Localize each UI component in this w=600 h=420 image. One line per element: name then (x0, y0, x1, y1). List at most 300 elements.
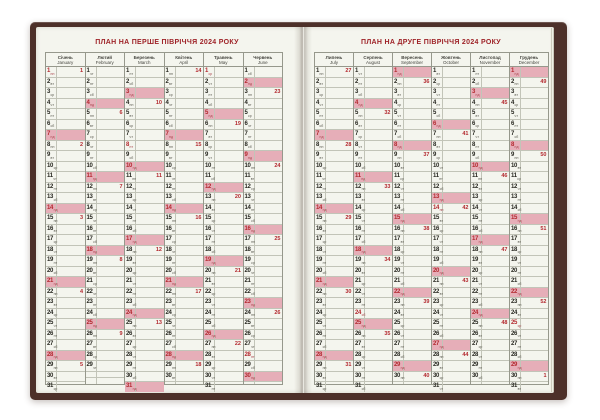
day-cell-march-26 (125, 329, 164, 340)
day-number-area (471, 225, 482, 235)
day-cell-december-6 (510, 119, 548, 130)
weekday-abbrev: пт (517, 271, 522, 275)
day-number: 24 (433, 309, 440, 316)
day-number-area (204, 256, 215, 266)
day-number: 6 (165, 120, 169, 127)
notes-area (365, 382, 392, 392)
notes-area (521, 130, 548, 140)
day-cell-october-20 (432, 266, 470, 277)
day-number-area (204, 288, 215, 298)
day-cell-august-3 (354, 87, 392, 98)
notes-area (521, 319, 548, 329)
day-number: 14 (205, 204, 212, 211)
day-number: 13 (47, 194, 54, 200)
notes-area (57, 309, 85, 319)
day-cell-january-2 (46, 77, 85, 88)
day-number: 28 (316, 351, 323, 358)
notes-area (365, 372, 392, 382)
day-cell-october-18 (432, 245, 470, 256)
day-number: 17 (165, 236, 172, 242)
weekday-abbrev: нд (322, 355, 327, 359)
day-cell-september-23 (393, 297, 431, 308)
day-number-area (393, 120, 404, 130)
day-number-area (510, 99, 521, 109)
day-number-area (354, 267, 365, 277)
notes-area (176, 340, 204, 350)
weekday-abbrev: вт (211, 355, 215, 359)
day-number-area (471, 256, 482, 266)
day-number: 16 (47, 225, 54, 232)
day-number-area (354, 246, 365, 256)
notes-area (176, 361, 204, 371)
weekday-abbrev: вт (211, 281, 215, 286)
week-number: 3 (79, 215, 83, 221)
day-number-area (86, 288, 97, 298)
day-number: 29 (205, 362, 212, 368)
notes-area (365, 309, 392, 319)
day-number: 23 (126, 299, 133, 305)
weekday-abbrev: ср (248, 113, 252, 118)
day-number: 28 (244, 351, 251, 358)
weekday-abbrev: нд (251, 376, 256, 380)
notes-area (57, 372, 85, 382)
notes-area (215, 288, 243, 298)
day-cell-february-8 (86, 140, 125, 151)
notes-area (57, 319, 85, 329)
day-number-area (510, 151, 521, 161)
weekday-abbrev: нд (400, 218, 405, 223)
day-cell-july-10 (315, 161, 353, 172)
month-name-en: August (365, 60, 380, 66)
day-number-area (471, 88, 482, 98)
notes-area (404, 277, 431, 287)
day-number: 4 (394, 99, 398, 106)
day-number: 7 (165, 131, 169, 137)
weekday-abbrev: ср (436, 155, 441, 160)
day-number: 24 (205, 309, 212, 316)
notes-area (215, 120, 243, 130)
day-number: 26 (47, 330, 54, 337)
day-number: 4 (433, 99, 437, 106)
weekday-abbrev: нд (132, 386, 137, 391)
weekday-abbrev: ср (361, 281, 366, 286)
weekday-abbrev: нд (132, 239, 137, 244)
week-number: 38 (423, 225, 430, 232)
notes-area (176, 298, 204, 308)
day-cell-october-1 (432, 67, 470, 77)
day-number-area (471, 382, 482, 384)
day-number: 10 (244, 162, 251, 169)
notes-area (136, 172, 164, 182)
day-number-area (204, 67, 215, 77)
day-cell-march-25 (125, 318, 164, 329)
notes-area (255, 109, 283, 119)
day-cell-march-20 (125, 266, 164, 277)
weekday-abbrev: чт (436, 92, 440, 97)
day-number-area (354, 330, 365, 340)
day-number-area (471, 204, 482, 214)
weekday-abbrev: нд (361, 250, 366, 254)
day-number: 15 (165, 215, 172, 221)
day-number: 24 (394, 309, 401, 316)
day-cell-september-31 (393, 381, 431, 384)
weekday-abbrev: сб (211, 323, 216, 328)
day-cell-march-10 (125, 161, 164, 172)
weekday-abbrev: сб (169, 124, 173, 128)
weekday-abbrev: нд (361, 323, 366, 328)
weekday-abbrev: чт (400, 334, 405, 338)
notes-area (326, 130, 353, 140)
day-cell-february-17 (86, 234, 125, 245)
weekday-abbrev: нд (172, 208, 177, 212)
day-number: 16 (165, 225, 172, 232)
day-number: 8 (316, 141, 320, 148)
day-number: 21 (355, 278, 362, 284)
notes-area (255, 193, 283, 203)
day-number-area (471, 141, 482, 151)
day-cell-april-1 (165, 67, 204, 77)
week-number: 14 (195, 68, 202, 74)
notes-area (255, 288, 283, 298)
day-cell-february-16 (86, 224, 125, 235)
day-number: 15 (472, 215, 479, 221)
notes-area (136, 330, 164, 340)
day-number: 17 (316, 236, 323, 242)
notes-area (136, 246, 164, 256)
day-cell-february-18 (86, 245, 125, 256)
weekday-abbrev: ср (400, 323, 405, 328)
day-number-area (471, 193, 482, 203)
weekday-abbrev: пт (211, 166, 216, 170)
day-cell-june-14 (244, 203, 283, 214)
notes-area (97, 256, 125, 266)
day-cell-june-11 (244, 171, 283, 182)
day-cell-july-7 (315, 129, 353, 140)
day-number: 28 (205, 351, 212, 358)
notes-area (443, 151, 470, 161)
notes-area (215, 351, 243, 361)
notes-area (443, 204, 470, 214)
notes-area (97, 88, 125, 98)
week-number: 5 (79, 362, 83, 368)
day-number-area (393, 267, 404, 277)
month-header (393, 53, 431, 67)
day-number-area (165, 361, 176, 371)
weekday-abbrev: пн (478, 323, 483, 328)
day-number-area (432, 309, 443, 319)
day-number-area (354, 88, 365, 98)
day-cell-june-15 (244, 213, 283, 224)
weekday-abbrev: пт (53, 187, 58, 191)
notes-area (404, 298, 431, 308)
day-number: 26 (394, 330, 401, 337)
weekday-abbrev: чт (439, 386, 444, 391)
notes-area (57, 151, 85, 161)
day-cell-january-5 (46, 108, 85, 119)
day-number: 25 (316, 320, 323, 326)
notes-area (136, 225, 164, 235)
day-number-area (471, 277, 482, 287)
day-number: 23 (316, 299, 323, 305)
weekday-abbrev: ср (322, 313, 327, 317)
weekday-abbrev: пт (439, 323, 444, 328)
weekday-abbrev: нд (478, 239, 483, 244)
day-number: 22 (205, 288, 212, 295)
day-number: 17 (244, 236, 251, 242)
notes-area (57, 78, 85, 88)
weekday-abbrev: сб (50, 124, 55, 128)
day-number: 28 (165, 351, 172, 358)
day-number-area (432, 214, 443, 224)
notes-area (57, 130, 85, 140)
week-number: 7 (119, 183, 123, 190)
day-number: 26 (355, 330, 362, 337)
day-cell-november-13 (471, 192, 509, 203)
day-number: 20 (511, 267, 518, 274)
day-number: 5 (394, 110, 398, 116)
weekday-abbrev: пн (322, 292, 327, 296)
weekday-abbrev: пт (172, 334, 176, 338)
notes-area (443, 246, 470, 256)
notes-area (482, 130, 509, 140)
weekday-abbrev: пт (211, 386, 216, 391)
day-number-area (432, 298, 443, 308)
day-number-area (244, 267, 255, 277)
notes-area (97, 372, 125, 378)
notes-area (326, 88, 353, 98)
notes-area (443, 256, 470, 266)
day-number-area (471, 67, 482, 77)
day-cell-november-9 (471, 150, 509, 161)
day-number-area (315, 372, 326, 382)
day-number: 24 (244, 309, 251, 316)
day-number: 25 (511, 320, 518, 326)
day-number-area (165, 351, 176, 361)
day-number-area (125, 141, 136, 151)
notes-area (482, 277, 509, 287)
day-number-area (510, 277, 521, 287)
day-cell-august-23 (354, 297, 392, 308)
weekday-abbrev: ср (361, 208, 366, 212)
notes-area (326, 225, 353, 235)
day-number-area (244, 256, 255, 266)
day-cell-april-21 (165, 276, 204, 287)
weekday-abbrev: нд (211, 187, 216, 191)
notes-area (97, 141, 125, 151)
day-cell-may-4 (204, 98, 243, 109)
day-number-area (315, 235, 326, 245)
notes-area (521, 277, 548, 287)
day-number: 12 (244, 183, 251, 190)
month-name-uk: Червень (253, 54, 273, 60)
weekday-abbrev: пт (90, 155, 94, 160)
notes-area (365, 172, 392, 182)
notes-area (521, 193, 548, 203)
weekday-abbrev: нд (322, 281, 327, 286)
day-number: 21 (205, 278, 212, 284)
notes-area (136, 130, 164, 140)
day-number: 27 (205, 341, 212, 347)
day-number-area (244, 141, 255, 151)
notes-area (97, 162, 125, 172)
notes-area (176, 130, 204, 140)
day-number-area (315, 78, 326, 88)
day-number-area (354, 225, 365, 235)
day-number: 20 (86, 267, 93, 274)
weekday-abbrev: пн (478, 250, 483, 254)
weekday-abbrev: пн (361, 334, 366, 338)
weekday-abbrev: ср (211, 365, 216, 370)
day-number-area (86, 99, 97, 109)
day-number-area (244, 193, 255, 203)
notes-area (57, 67, 85, 77)
day-number: 10 (316, 162, 323, 169)
day-number-area (315, 99, 326, 109)
notes-area (255, 172, 283, 182)
day-number: 19 (511, 257, 518, 263)
notes-area (482, 372, 509, 382)
day-cell-september-8 (393, 140, 431, 151)
weekday-abbrev: пн (436, 134, 441, 139)
day-number-area (244, 288, 255, 298)
weekday-abbrev: пт (475, 145, 480, 149)
day-number-area (125, 183, 136, 193)
day-number: 11 (472, 173, 478, 179)
month-name-uk: Травень (213, 54, 233, 60)
day-number: 11 (433, 173, 439, 179)
day-number: 1 (165, 68, 169, 74)
day-number: 15 (126, 215, 133, 221)
day-number-area (315, 225, 326, 235)
weekday-abbrev: пт (439, 250, 444, 254)
day-number-area (244, 183, 255, 193)
notes-area (365, 235, 392, 245)
weekday-abbrev: нд (92, 176, 97, 181)
day-number-area (244, 298, 255, 308)
day-cell-april-15 (165, 213, 204, 224)
day-number: 13 (244, 194, 251, 200)
day-cell-february-23 (86, 297, 125, 308)
page-title-second-half: ПЛАН НА ДРУГЕ ПІВРІЧЧЯ 2024 РОКУ (361, 39, 501, 46)
notes-area (255, 183, 283, 193)
day-number: 3 (316, 89, 320, 95)
day-number: 4 (472, 99, 476, 106)
weekday-abbrev: сб (358, 92, 363, 97)
day-number: 12 (511, 183, 518, 190)
day-cell-july-4 (315, 98, 353, 109)
day-number: 22 (433, 288, 440, 295)
day-number-area (432, 277, 443, 287)
day-number-area (204, 309, 215, 319)
day-number: 10 (165, 162, 172, 169)
day-number: 2 (205, 78, 209, 85)
day-number: 13 (165, 194, 172, 200)
notes-area (215, 99, 243, 109)
day-number-area (432, 246, 443, 256)
day-number-area (46, 120, 57, 130)
day-number-area (46, 382, 57, 392)
notes-area (97, 78, 125, 88)
month-name-en: November (479, 60, 501, 66)
day-number: 2 (86, 78, 90, 85)
notes-area (365, 340, 392, 350)
notes-area (255, 340, 283, 350)
day-number: 14 (433, 204, 440, 211)
notes-area (365, 67, 392, 77)
notes-area (482, 78, 509, 88)
day-cell-september-25 (393, 318, 431, 329)
day-cell-november-4 (471, 98, 509, 109)
day-cell-march-1 (125, 67, 164, 77)
day-number: 5 (433, 110, 437, 116)
weekday-abbrev: сб (436, 113, 441, 118)
day-cell-june-24 (244, 308, 283, 319)
notes-area (404, 204, 431, 214)
day-number-area (86, 235, 97, 245)
day-cell-june-10 (244, 161, 283, 172)
notes-area (326, 256, 353, 266)
day-cell-july-28 (315, 350, 353, 361)
weekday-abbrev: чт (322, 176, 326, 181)
weekday-abbrev: пн (439, 355, 444, 359)
day-number-area (393, 130, 404, 140)
weekday-abbrev: пт (475, 71, 480, 76)
weekday-abbrev: пт (132, 292, 137, 296)
day-number: 6 (394, 120, 398, 127)
notes-area (97, 67, 125, 77)
notes-area (404, 361, 431, 371)
day-number: 19 (126, 257, 133, 263)
weekday-abbrev: сб (132, 229, 137, 233)
weekday-abbrev: сб (251, 218, 255, 223)
weekday-abbrev: сб (211, 176, 216, 181)
day-number: 28 (433, 351, 440, 358)
day-cell-march-11 (125, 171, 164, 182)
day-number: 2 (126, 78, 130, 85)
day-number: 23 (472, 299, 479, 305)
day-cell-april-7 (165, 129, 204, 140)
day-number-area (510, 298, 521, 308)
day-cell-january-27 (46, 339, 85, 350)
day-cell-september-27 (393, 339, 431, 350)
notes-area (97, 120, 125, 130)
weekday-abbrev: вт (478, 260, 482, 265)
notes-area (326, 288, 353, 298)
weekday-abbrev: пт (129, 145, 134, 149)
day-cell-april-26 (165, 329, 204, 340)
weekday-abbrev: пн (400, 229, 405, 233)
day-number-area (471, 361, 482, 371)
notes-area (176, 162, 204, 172)
weekday-abbrev: пн (361, 187, 366, 191)
day-cell-march-23 (125, 297, 164, 308)
day-number-area (204, 99, 215, 109)
day-cell-october-5 (432, 108, 470, 119)
day-number-area (46, 151, 57, 161)
weekday-abbrev: пт (478, 218, 483, 223)
day-number-area (393, 235, 404, 245)
notes-area (57, 267, 85, 277)
day-number-area (510, 193, 521, 203)
day-cell-november-30 (471, 371, 509, 382)
day-number-area (354, 183, 365, 193)
notes-area (326, 372, 353, 382)
day-number-area (86, 172, 97, 182)
day-number-area (354, 162, 365, 172)
day-number: 9 (86, 152, 90, 158)
day-number: 8 (205, 141, 209, 148)
day-cell-december-10 (510, 161, 548, 172)
